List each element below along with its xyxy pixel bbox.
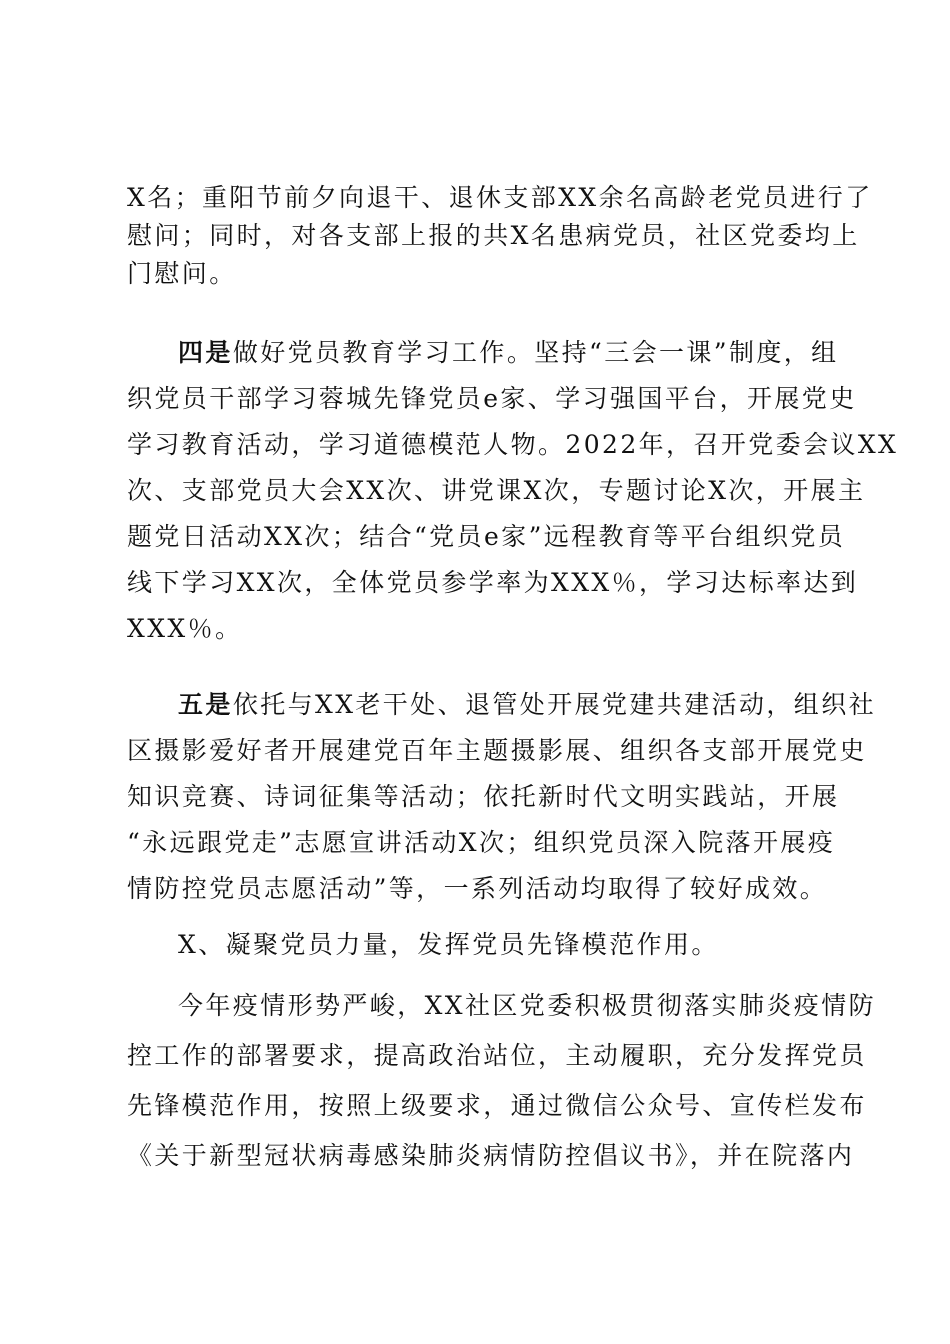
paragraph-four-label: 四是: [178, 338, 233, 367]
paragraph-line: 线下学习XX次，全体党员参学率为XXX％，学习达标率达到: [127, 568, 859, 597]
paragraph-line: 区摄影爱好者开展建党百年主题摄影展、组织各支部开展党史: [127, 736, 867, 765]
paragraph-line: 题党日活动XX次；结合“党员e家”远程教育等平台组织党员: [127, 522, 846, 551]
paragraph-line: 控工作的部署要求，提高政治站位，主动履职，充分发挥党员: [127, 1041, 867, 1070]
paragraph-line: 《关于新型冠状病毒感染肺炎病情防控倡议书》，并在院落内: [127, 1141, 855, 1170]
paragraph-line: X名；重阳节前夕向退干、退休支部XX余名高龄老党员进行了: [127, 183, 873, 212]
paragraph-line: 慰问；同时，对各支部上报的共X名患病党员，社区党委均上: [127, 221, 860, 250]
paragraph-line: 学习教育活动，学习道德模范人物。2022年，召开党委会议XX: [127, 430, 899, 459]
paragraph-line: 门慰问。: [127, 259, 237, 288]
paragraph-four-first-line: [178, 333, 878, 373]
paragraph-line: 知识竞赛、诗词征集等活动；依托新时代文明实践站，开展: [127, 782, 840, 811]
paragraph-line-text: 做好党员教育学习工作。坚持“三会一课”制度，组: [232, 338, 839, 367]
paragraph-line: 织党员干部学习蓉城先锋党员e家、学习强国平台，开展党史: [127, 384, 857, 413]
paragraph-five-label: 五是: [178, 690, 233, 719]
paragraph-line: “永远跟党走”志愿宣讲活动X次；组织党员深入院落开展疫: [127, 828, 836, 857]
paragraph-line: 今年疫情形势严峻，XX社区党委积极贯彻落实肺炎疫情防: [178, 991, 876, 1020]
paragraph-line: XXX％。: [127, 614, 243, 643]
paragraph-line-text: 依托与XX老干处、退管处开展党建共建活动，组织社: [232, 690, 877, 719]
paragraph-line: 先锋模范作用，按照上级要求，通过微信公众号、宣传栏发布: [127, 1091, 867, 1120]
paragraph-line: 情防控党员志愿活动”等，一系列活动均取得了较好成效。: [127, 874, 828, 903]
section-heading: X、凝聚党员力量，发挥党员先锋模范作用。: [178, 930, 719, 959]
paragraph-line: 次、支部党员大会XX次、讲党课X次，专题讨论X次，开展主: [127, 476, 866, 505]
paragraph-five-first-line: [178, 685, 878, 725]
